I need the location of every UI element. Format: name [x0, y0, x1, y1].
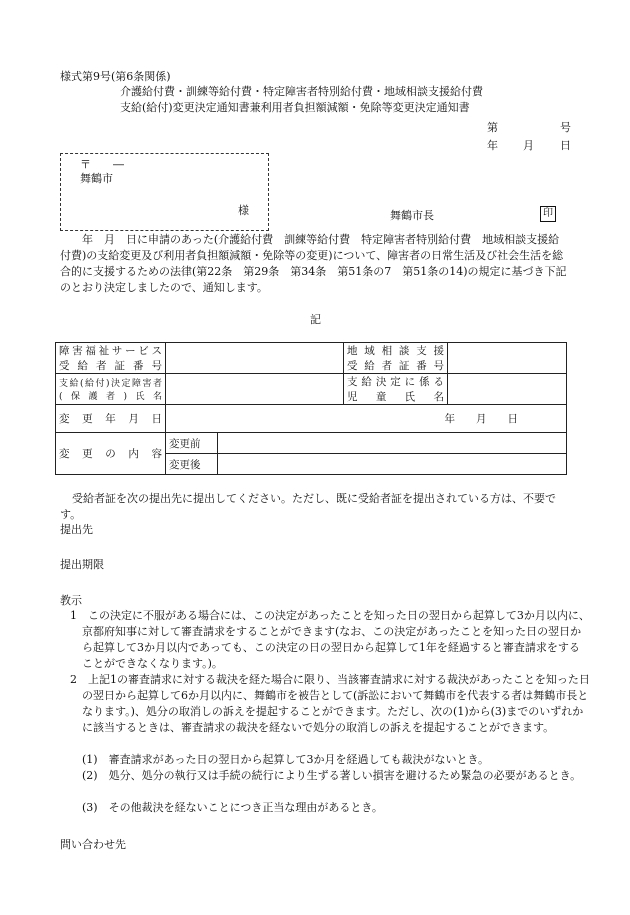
contact-label: 問い合わせ先 — [60, 838, 126, 851]
date-year: 年 — [487, 139, 498, 152]
submission-note: 受給者証を次の提出先に提出してください。ただし、既に受給者証を提出されている方は、不要です。 — [60, 492, 556, 521]
change-content-label: 変更の内容 — [56, 433, 166, 475]
form-number: 様式第9号(第6条関係) — [60, 70, 171, 83]
notice-body: 年 月 日に申請のあった(介護給付費 訓練等給付費 特定障害者特別給付費 地域相談支援給付費)の支給変更及び利用者負担額減額・免除等の変更)について、障害者の日常生活及び社会生活を総合的に支援するための法律(第22条 第29条 第34条 第51条の7 第51条の14)の規定に基づき下記のとおり決定しましたので、通知します。 — [60, 233, 567, 294]
postal-code: 〒 ― — [80, 158, 124, 171]
date-month: 月 — [523, 139, 534, 152]
child-label: 支給決定に係る 児童氏名 — [344, 374, 448, 405]
service-cert-label: 障害福祉サービス 受給者証番号 — [56, 343, 166, 374]
issuer-name: 舞鶴市長 — [390, 209, 434, 222]
recipient-honorific: 様 — [238, 204, 249, 217]
date-day: 日 — [560, 139, 571, 152]
before-value — [218, 433, 567, 454]
regional-cert-label: 地域相談支援 受給者証番号 — [344, 343, 448, 374]
ki-heading: 記 — [310, 313, 321, 326]
instruction-item-2: 2 上記1の審査請求に対する裁決を経た場合に限り、当該審査請求に対する裁決があったことを知った日の翌日から起算して6か月以内に、舞鶴市を被告として(訴訟において舞鶴市を代表する者は舞鶴市長となります。)、処分の取消しの訴えを提起することができます。ただし、次の(1)から(3)までのいずれかに該当するときは、審査請求の裁決を経ないで処分の取消しの訴えを提起することができます。 — [70, 673, 590, 734]
submission-destination: 提出先 — [60, 523, 93, 536]
change-date-label: 変更年月日 — [56, 405, 166, 433]
before-label: 変更前 — [166, 433, 218, 454]
change-date-value: 年 月 日 — [166, 405, 567, 433]
submission-deadline: 提出期限 — [60, 558, 104, 571]
seal-mark: 印 — [540, 206, 556, 222]
after-label: 変更後 — [166, 454, 218, 475]
instruction-item-1: 1 この決定に不服がある場合には、この決定があったことを知った日の翌日から起算して3か月以内に、京都府知事に対して審査請求をすることができます(なお、この決定があったことを知った日の翌日から起算して3か月以内であっても、この決定の日の翌日から起算して1年を経過すると審査請求をすることができなくなります。)。 — [70, 609, 590, 670]
number-suffix: 号 — [560, 121, 571, 134]
title-line1: 介護給付費・訓練等給付費・特定障害者特別給付費・地域相談支援給付費 — [120, 85, 483, 98]
decided-person-label: 支給(給付)決定障害者 (保護者)氏名 — [56, 374, 166, 405]
instruction-sub-1: (1) 審査請求があった日の翌日から起算して3か月を経過しても裁決がないとき。 — [82, 753, 490, 766]
number-label: 第 — [487, 121, 498, 134]
instruction-title: 教示 — [60, 594, 82, 607]
regional-cert-value — [448, 343, 567, 374]
decision-table — [55, 342, 567, 475]
address-city: 舞鶴市 — [80, 172, 113, 185]
decided-person-value — [166, 374, 344, 405]
instruction-sub-2: (2) 処分、処分の執行又は手続の続行により生ずる著しい損害を避けるため緊急の必要があるとき。 — [82, 769, 582, 782]
title-line2: 支給(給付)変更決定通知書兼利用者負担額減額・免除等変更決定通知書 — [120, 101, 470, 114]
instruction-sub-3: (3) その他裁決を経ないことにつき正当な理由があるとき。 — [82, 801, 383, 814]
service-cert-value — [166, 343, 344, 374]
after-value — [218, 454, 567, 475]
child-value — [448, 374, 567, 405]
